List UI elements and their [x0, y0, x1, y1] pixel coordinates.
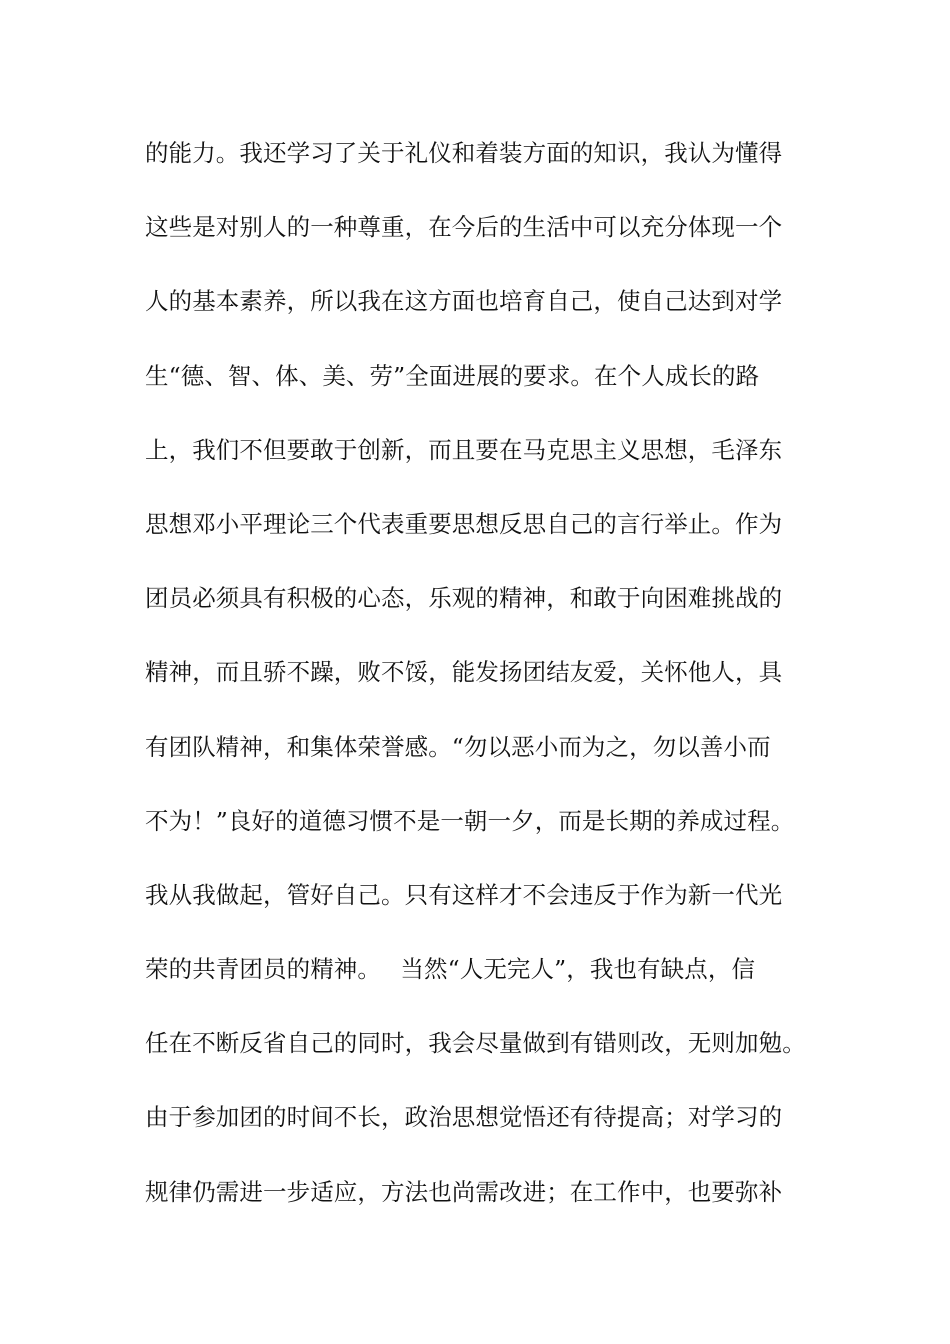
text-line: 精神，而且骄不躁，败不馁，能发扬团结友爱，关怀他人，具: [145, 658, 783, 687]
text-line: 这些是对别人的一种尊重，在今后的生活中可以充分体现一个: [145, 213, 783, 242]
text-line: 规律仍需进一步适应，方法也尚需改进；在工作中，也要弥补: [145, 1177, 783, 1206]
text-line: 思想邓小平理论三个代表重要思想反思自己的言行举止。作为: [145, 509, 783, 538]
text-line: 人的基本素养，所以我在这方面也培育自己，使自己达到对学: [145, 287, 783, 316]
text-line: 由于参加团的时间不长，政治思想觉悟还有待提高；对学习的: [145, 1103, 783, 1132]
text-line: 的能力。我还学习了关于礼仪和着装方面的知识，我认为懂得: [145, 139, 783, 167]
text-line: 不为！”良好的道德习惯不是一朝一夕，而是长期的养成过程。: [145, 806, 795, 835]
body-text: [145, 131, 825, 1244]
text-line: 任在不断反省自己的同时，我会尽量做到有错则改，无则加勉。: [145, 1029, 806, 1058]
text-line: 生“德、智、体、美、劳”全面进展的要求。在个人成长的路: [145, 361, 760, 390]
text-line: 荣的共青团员的精神。 当然“人无完人”，我也有缺点，信: [145, 955, 756, 984]
text-line: 我从我做起，管好自己。只有这样才不会违反于作为新一代光: [145, 880, 783, 909]
text-line: 有团队精神，和集体荣誉感。“勿以恶小而为之，勿以善小而: [145, 732, 771, 761]
text-line: 团员必须具有积极的心态，乐观的精神，和敢于向困难挑战的: [145, 584, 783, 613]
text-line: 上，我们不但要敢于创新，而且要在马克思主义思想，毛泽东: [145, 435, 783, 464]
